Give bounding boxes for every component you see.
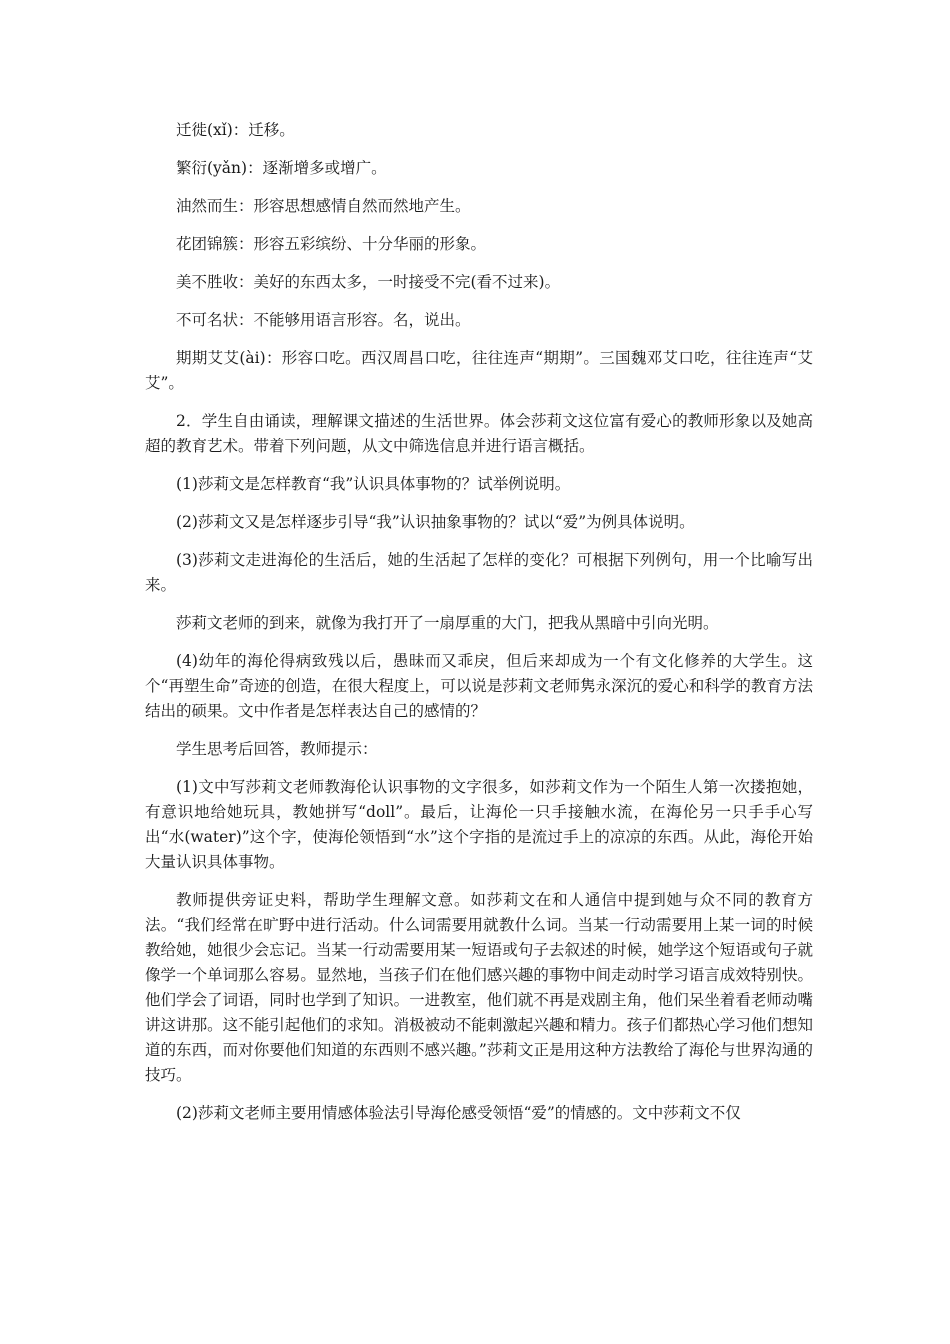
document-body (145, 118, 813, 1139)
paragraph-answer-1: (1)文中写莎莉文老师教海伦认识事物的文字很多，如莎莉文作为一个陌生人第一次搂抱她，有意识地给她玩具，教她拼写“doll”。最后，让海伦一只手接触水流，在海伦另一只手手心写出“水(water)”这个字，使海伦领悟到“水”这个字指的是流过手上的凉凉的东西。从此，海伦开始大量认识具体事物。 (145, 778, 813, 871)
paragraph-teacher-hint-intro: 学生思考后回答，教师提示： (176, 740, 378, 758)
paragraph-question-3: (3)莎莉文走进海伦的生活后，她的生活起了怎样的变化？可根据下列例句，用一个比喻写出来。 (145, 551, 813, 594)
paragraph-task-2: 2．学生自由诵读，理解课文描述的生活世界。体会莎莉文这位富有爱心的教师形象以及她高超的教育艺术。带着下列问题，从文中筛选信息并进行语言概括。 (145, 412, 813, 455)
paragraph-supporting-material: 教师提供旁证史料，帮助学生理解文意。如莎莉文在和人通信中提到她与众不同的教育方法。“我们经常在旷野中进行活动。什么词需要用就教什么词。当某一行动需要用上某一词的时候教给她，她很少会忘记。当某一行动需要用某一短语或句子去叙述的时候，她学这个短语或句子就像学一个单词那么容易。显然地，当孩子们在他们感兴趣的事物中间走动时学习语言成效特别快。他们学会了词语，同时也学到了知识。一进教室，他们就不再是戏剧主角，他们呆坐着看老师动嘴讲这讲那。这不能引起他们的求知。消极被动不能刺激起兴趣和精力。孩子们都热心学习他们想知道的东西，而对你要他们知道的东西则不感兴趣。”莎莉文正是用这种方法教给了海伦与世界沟通的技巧。 (145, 891, 813, 1084)
paragraph-vocab-meibushengshou: 美不胜收：美好的东西太多，一时接受不完(看不过来)。 (176, 273, 561, 291)
paragraph-vocab-youranersheng: 油然而生：形容思想感情自然而然地产生。 (176, 197, 471, 215)
paragraph-vocab-qianxi: 迁徙(xǐ)：迁移。 (176, 121, 295, 139)
paragraph-question-4: (4)幼年的海伦得病致残以后，愚昧而又乖戾，但后来却成为一个有文化修养的大学生。这个“再塑生命”奇迹的创造，在很大程度上，可以说是莎莉文老师隽永深沉的爱心和科学的教育方法结出的硕果。文中作者是怎样表达自己的感情的？ (145, 652, 813, 720)
paragraph-example-sentence: 莎莉文老师的到来，就像为我打开了一扇厚重的大门，把我从黑暗中引向光明。 (176, 614, 719, 632)
paragraph-vocab-qiqiaiai: 期期艾艾(ài)：形容口吃。西汉周昌口吃，往往连声“期期”。三国魏邓艾口吃，往往连声“艾艾”。 (145, 349, 813, 392)
paragraph-question-2: (2)莎莉文又是怎样逐步引导“我”认识抽象事物的？试以“爱”为例具体说明。 (176, 513, 695, 531)
paragraph-vocab-bukemingzhuang: 不可名状：不能够用语言形容。名，说出。 (176, 311, 471, 329)
paragraph-question-1: (1)莎莉文是怎样教育“我”认识具体事物的？试举例说明。 (176, 475, 571, 493)
paragraph-vocab-huatuanjincu: 花团锦簇：形容五彩缤纷、十分华丽的形象。 (176, 235, 487, 253)
paragraph-vocab-fanyan: 繁衍(yǎn)：逐渐增多或增广。 (176, 159, 387, 177)
paragraph-answer-2: (2)莎莉文老师主要用情感体验法引导海伦感受领悟“爱”的情感的。文中莎莉文不仅 (176, 1104, 741, 1122)
